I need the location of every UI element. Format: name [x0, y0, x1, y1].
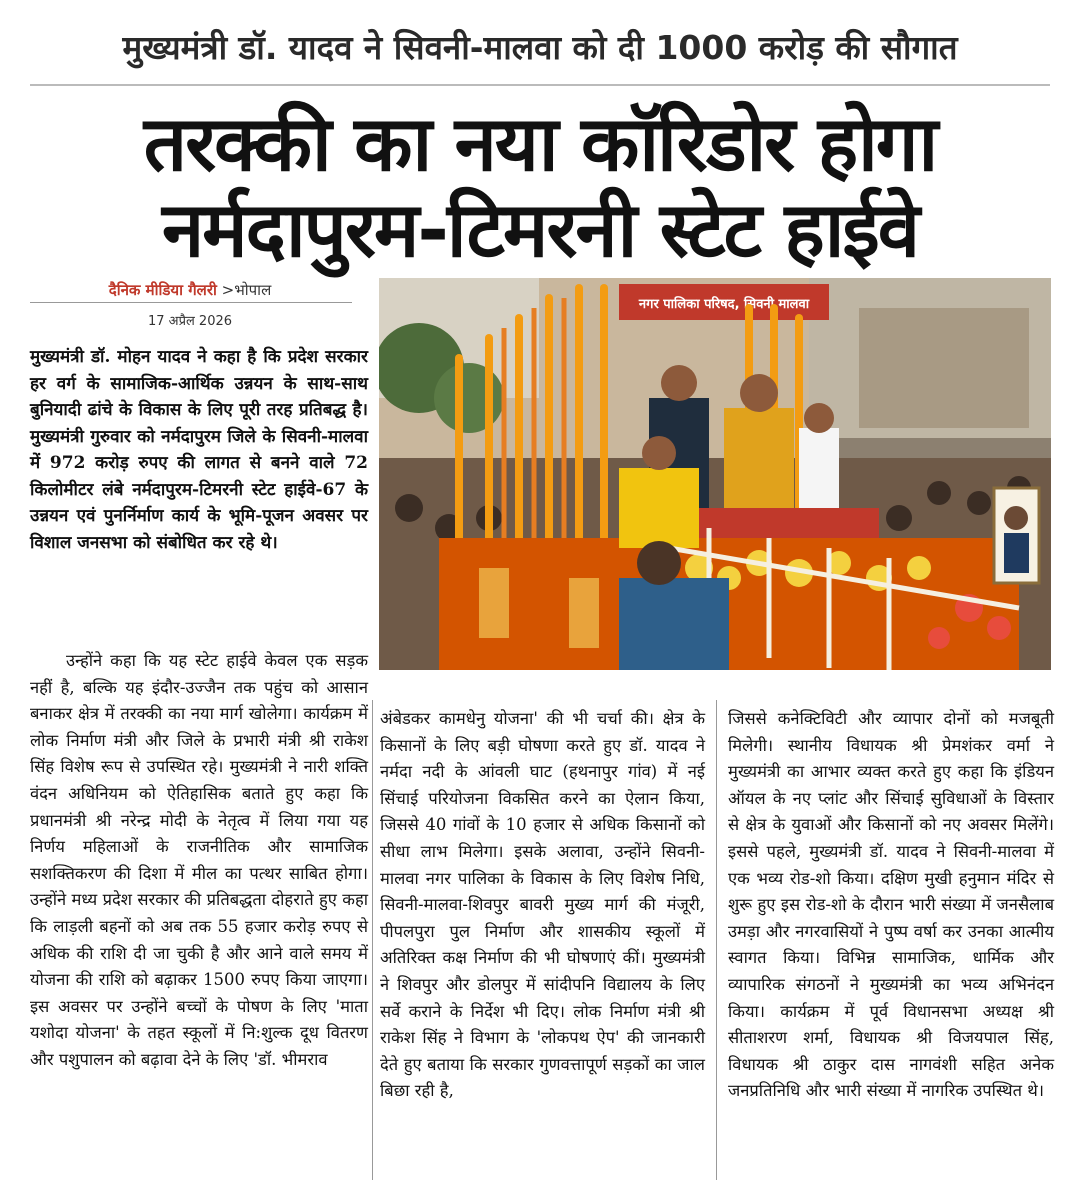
main-headline-line-1: तरक्की का नया कॉरिडोर होगा — [143, 99, 937, 188]
lead-paragraph: मुख्यमंत्री डॉ. मोहन यादव ने कहा है कि प्रदेश सरकार हर वर्ग के सामाजिक-आर्थिक उन्नयन के साथ-साथ बुनियादी ढांचे के विकास के लिए पूरी तरह प्रतिबद्ध है। मुख्यमंत्री गुरुवार को नर्मदापुरम जिले के सिवनी-मालवा में 972 करोड़ रुपए की लागत से बनने वाले 72 किलोमीटर लंबे नर्मदापुरम-टिमरनी स्टेट हाईवे-67 के उन्नयन एवं पुनर्निर्माण कार्य के भूमि-पूजन अवसर पर विशाल जनसभा को संबोधित कर रहे थे। — [30, 347, 368, 553]
byline-divider — [30, 302, 352, 303]
kicker-divider — [30, 84, 1050, 86]
dateline: 17 अप्रैल 2026 — [147, 314, 233, 329]
byline-source: दैनिक मीडिया गैलरी — [108, 281, 217, 299]
main-headline-line-2: नर्मदापुरम-टिमरनी स्टेट हाईवे — [162, 185, 918, 274]
column-2-text: अंबेडकर कामधेनु योजना' की भी चर्चा की। क्षेत्र के किसानों के लिए बड़ी घोषणा करते हुए डॉ. यादव ने नर्मदा नदी के आंवली घाट (हथनापुर गांव) में नई सिंचाई परियोजना विकसित करने का ऐलान किया, जिससे 40 गांवों के 10 हजार से अधिक किसानों को सीधा लाभ मिलेगा। इसके अलावा, उन्होंने सिवनी-मालवा नगर पालिका के विकास के लिए विशेष निधि, सिवनी-मालवा-शिवपुर बावरी मुख्य मार्ग की मंजूरी, पीपलपुरा पुल निर्माण और शासकीय स्कूलों में अतिरिक्त कक्ष निर्माण की भी घोषणाएं कीं। मुख्यमंत्री ने शिवपुर और डोलपुर में सांदीपनि विद्यालय के लिए सर्वे कराने के निर्देश भी दिए। लोक निर्माण मंत्री श्री राकेश सिंह ने विभाग के 'लोकपथ ऐप' की जानकारी देते हुए बताया कि सरकार गुणवत्तापूर्ण सड़कों का जाल बिछा रही है, — [380, 709, 705, 1101]
byline-place: भोपाल — [234, 281, 272, 299]
column-divider-2 — [716, 700, 717, 1180]
photo-banner-text: नगर पालिका परिषद, सिवनी मालवा — [638, 297, 810, 312]
byline — [30, 280, 350, 300]
article-column-1 — [30, 648, 368, 1074]
byline-separator: > — [221, 281, 235, 299]
article-lead — [30, 344, 368, 556]
roadshow-photo — [379, 278, 1051, 670]
column-1-text: उन्होंने कहा कि यह स्टेट हाईवे केवल एक सड़क नहीं है, बल्कि यह इंदौर-उज्जैन तक पहुंच को आसान बनाकर क्षेत्र में तरक्की का नया मार्ग खोलेगा। कार्यक्रम में लोक निर्माण मंत्री और जिले के प्रभारी मंत्री श्री राकेश सिंह विशेष रूप से उपस्थित रहे। मुख्यमंत्री ने नारी शक्ति वंदन अधिनियम को ऐतिहासिक बताते हुए कहा कि प्रधानमंत्री श्री नरेन्द्र मोदी के नेतृत्व में लिया गया यह निर्णय महिलाओं के राजनीतिक और सामाजिक सशक्तिकरण की दिशा में मील का पत्थर साबित होगा। उन्होंने मध्य प्रदेश सरकार की प्रतिबद्धता दोहराते हुए कहा कि लाड़ली बहनों को अब तक 55 हजार करोड़ रुपए से अधिक की राशि दी जा चुकी है और आने वाले समय में योजना की राशि को बढ़ाकर 1500 रुपए किया जाएगा। इस अवसर पर उन्होंने बच्चों के पोषण के लिए 'माता यशोदा योजना' के तहत स्कूलों में नि:शुल्क दूध वितरण और पशुपालन को बढ़ावा देने के लिए 'डॉ. भीमराव — [30, 651, 368, 1069]
article-column-3 — [728, 706, 1054, 1105]
column-divider-1 — [372, 700, 373, 1180]
article-column-2 — [380, 706, 705, 1105]
column-3-text: जिससे कनेक्टिविटी और व्यापार दोनों को मजबूती मिलेगी। स्थानीय विधायक श्री प्रेमशंकर वर्मा ने मुख्यमंत्री का आभार व्यक्त करते हुए कहा कि इंडियन ऑयल के नए प्लांट और सिंचाई सुविधाओं के विस्तार से क्षेत्र के युवाओं और किसानों को नए अवसर मिलेंगे। इससे पहले, मुख्यमंत्री डॉ. यादव ने सिवनी-मालवा में एक भव्य रोड-शो किया। दक्षिण मुखी हनुमान मंदिर से शुरू हुए इस रोड-शो के दौरान भारी संख्या में जनसैलाब उमड़ा और नगरवासियों ने पुष्प वर्षा कर उनका आत्मीय स्वागत किया। विभिन्न सामाजिक, धार्मिक और व्यापारिक संगठनों ने मुख्यमंत्री का भव्य अभिनंदन किया। कार्यक्रम में पूर्व विधानसभा अध्यक्ष श्री सीताशरण शर्मा, विधायक श्री विजयपाल सिंह, विधायक श्री ठाकुर दास नागवंशी सहित अनेक जनप्रतिनिधि और भारी संख्या में नागरिक उपस्थित थे। — [728, 709, 1054, 1101]
kicker-headline: मुख्यमंत्री डॉ. यादव ने सिवनी-मालवा को दी 1000 करोड़ की सौगात — [122, 28, 958, 67]
